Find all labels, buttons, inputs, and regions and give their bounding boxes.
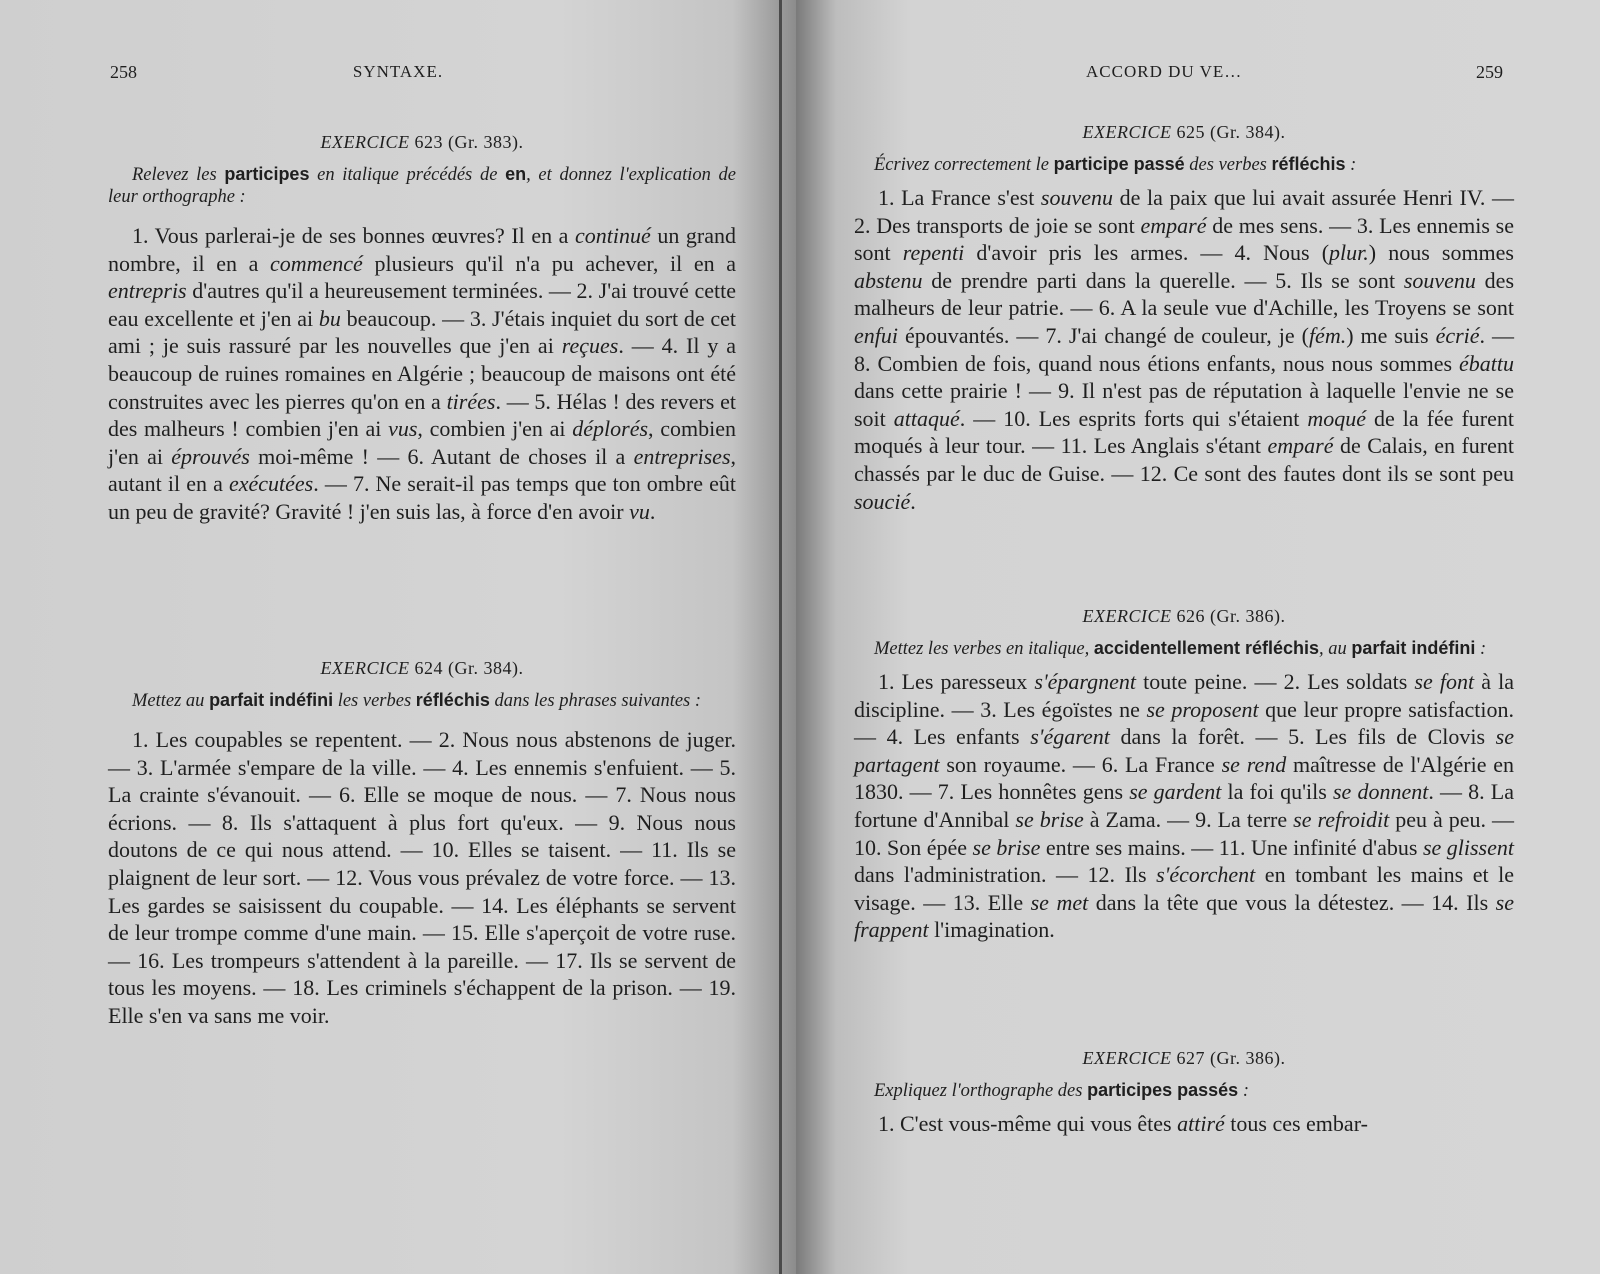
italic-text: , et donnez l'explication de leur orthographe : [108, 165, 736, 207]
text-run: que leur propre satisfaction. — 4. Les enfants [854, 696, 1515, 750]
italic-text: exécutées [228, 471, 314, 497]
text-run: 1. Les coupables se repentent. — 2. Nous nous abstenons de juger. — 3. L'armée s'empare de la ville. — 4. Les ennemis s'enfuient. — 5. La crainte s'évanouit. — 6. Elle se moque de nous. — 7. Nous nous écrions. — 8. Ils s'attaquent à plus fort qu'eux. — 9. Nous nous doutons de ce qui nous attend. — 10. Elles se taisent. — 11. Ils se plaignent de leur sort. — 12. Vous vous prévalez de votre force. — 13. Les gardes se saisissent du coupable. — 14. Les éléphants se servent de leur trompe comme d'une main. — 15. Elle s'aperçoit de votre ruse. — 16. Les trompeurs s'attendent à la pareille. — 17. Ils se servent de tous les moyens. — 18. Les criminels s'échappent de la prison. — 19. Elle s'en va sans me voir. [108, 727, 736, 1028]
text-run: de la fée furent moqués à leur tour. — 11. Les Anglais s'étant [854, 405, 1514, 459]
text-run: maîtresse de l'Algérie en 1830. — 7. Les honnêtes gens [854, 751, 1515, 805]
italic-text: fém. [1308, 322, 1347, 348]
text-run: , autant il en a [108, 443, 737, 497]
text-run: dans cette prairie ! — 9. Il n'est pas de réputation à laquelle l'envie ne se soit [854, 378, 1514, 431]
italic-text: se gardent [1129, 779, 1222, 805]
italic-text: reçues [561, 333, 619, 359]
italic-text: ébattu [1459, 350, 1514, 376]
exercise-label: EXERCICE [1082, 1048, 1172, 1068]
exercise-label: EXERCICE [320, 132, 410, 152]
text-run: . — 8. La fortune d'Annibal [854, 779, 1515, 832]
bold-text: participes [224, 164, 310, 184]
gutter-shadow [779, 0, 782, 1274]
italic-text: tirées [446, 388, 496, 414]
text-run: peu à peu. — 10. Son épée [854, 806, 1515, 860]
bold-text: participe passé [1053, 154, 1185, 174]
text-run: toute peine. — 2. Les soldats [1136, 669, 1415, 694]
exercise-624 [108, 658, 736, 1030]
italic-text: entreprises [633, 443, 731, 469]
text-run: . — 8. Combien de fois, quand nous étions enfants, nous nous sommes [854, 322, 1514, 376]
text-run: épouvantés. — 7. J'ai changé de couleur, je ( [898, 322, 1309, 348]
exercise-instructions [854, 1079, 1514, 1102]
exercise-626 [854, 606, 1514, 944]
italic-text: s'égarent [1030, 724, 1110, 750]
italic-text: se partagent [854, 724, 1514, 777]
bold-text: en [505, 164, 527, 184]
text-run: de Calais, en furent chassés par le duc de Guise. — 12. Ce sont des fautes dont ils se sont peu [854, 433, 1514, 486]
italic-text: , au [1319, 639, 1352, 659]
exercise-625 [854, 122, 1514, 515]
text-run: de mes sens. — 3. Les ennemis se sont [854, 212, 1514, 266]
bold-text: réfléchis [415, 690, 490, 710]
exercise-title [108, 132, 736, 153]
bold-text: participes passés [1087, 1080, 1239, 1100]
italic-text: repenti [902, 240, 965, 266]
text-run: . — 4. Il y a beaucoup de ruines romaines en Algérie ; beaucoup de maisons ont été construites avec les pierres qu'on en a [108, 333, 736, 414]
italic-text: en italique précédés de [309, 165, 506, 185]
text-run: dans l'administration. — 12. Ils [854, 862, 1157, 888]
exercise-ref: 626 (Gr. 386). [1176, 606, 1286, 626]
italic-text: souvenu [1403, 267, 1476, 293]
italic-text: Mettez au [132, 691, 210, 711]
text-run: de prendre parti dans la querelle. — 5. Ils se sont [922, 267, 1404, 293]
text-run: son royaume. — 6. La France [939, 751, 1222, 777]
italic-text: s'épargnent [1034, 669, 1137, 694]
italic-text: souvenu [1040, 185, 1114, 210]
text-run: beaucoup. — 3. J'étais inquiet du sort de cet ami ; je suis rassuré par les nouvelles que j'en ai [108, 305, 736, 359]
italic-text: se brise [1015, 806, 1084, 832]
page-number: 258 [110, 62, 137, 82]
italic-text: commencé [269, 250, 363, 276]
italic-text: moqué [1307, 405, 1367, 431]
italic-text: déplorés [572, 416, 649, 442]
text-run: . — 5. Hélas ! des revers et des malheurs ! combien j'en ai [108, 388, 736, 442]
exercise-627 [854, 1048, 1514, 1138]
text-run: ) me suis [1346, 322, 1436, 348]
text-run: 1. La France s'est [878, 185, 1041, 210]
text-run: 1. C'est vous-même qui vous êtes [878, 1111, 1178, 1136]
italic-text: plur. [1329, 240, 1369, 266]
text-run: d'avoir pris les armes. — 4. Nous ( [964, 240, 1330, 266]
italic-text: Mettez les verbes en italique, [874, 639, 1094, 659]
text-run: la foi qu'ils [1221, 779, 1333, 805]
running-head: SYNTAXE. [352, 62, 444, 81]
exercise-instructions [108, 163, 736, 208]
text-run: 1. Vous parlerai-je de ses bonnes œuvres? Il en a [132, 223, 576, 248]
italic-text: se donnent [1332, 779, 1429, 805]
italic-text: se font [1414, 669, 1475, 694]
text-run: d'autres qu'il a heureusement terminées. — 2. J'ai trouvé cette eau excellente et j'en ai [108, 278, 736, 331]
exercise-ref: 623 (Gr. 383). [414, 132, 524, 152]
italic-text: Relevez les [132, 165, 225, 185]
bold-text: accidentellement réfléchis [1093, 638, 1319, 658]
text-run: un grand nombre, il en a [108, 223, 737, 276]
text-run: dans la forêt. — 5. Les fils de Clovis [1109, 724, 1496, 750]
exercise-ref: 624 (Gr. 384). [414, 658, 524, 678]
text-run: . — 10. Les esprits forts qui s'étaient [959, 405, 1308, 431]
italic-text: bu [318, 305, 341, 331]
exercise-ref: 627 (Gr. 386). [1176, 1048, 1286, 1068]
italic-text: attiré [1177, 1111, 1225, 1136]
italic-text: vu [629, 498, 650, 524]
text-run: l'imagination. [928, 917, 1055, 943]
exercise-label: EXERCICE [1082, 606, 1172, 626]
left-page [0, 0, 796, 1274]
exercise-title [854, 1048, 1514, 1069]
exercise-instructions [108, 689, 736, 712]
italic-text: se met [1030, 889, 1089, 915]
italic-text: se rend [1221, 751, 1287, 777]
italic-text: s'écorchent [1156, 862, 1256, 888]
text-run: de la paix que lui avait assurée Henri IV. — 2. Des transports de joie se sont [854, 185, 1514, 238]
right-page [796, 0, 1600, 1274]
italic-text: se brise [972, 834, 1041, 860]
bold-text: parfait indéfini [209, 690, 334, 710]
text-run: , combien j'en ai [108, 416, 736, 469]
text-run: entre ses mains. — 11. Une infinité d'abus [1040, 834, 1423, 860]
italic-text: écrié [1435, 322, 1480, 348]
italic-text: se refroidit [1293, 806, 1390, 832]
italic-text: emparé [1140, 212, 1207, 238]
exercise-text [108, 222, 736, 526]
text-run: en tombant les mains et le visage. — 13. Elle [854, 862, 1515, 915]
exercise-title [854, 606, 1514, 627]
italic-text: Écrivez correctement le [874, 155, 1054, 175]
italic-text: se glissent [1422, 834, 1514, 860]
italic-text: vus [388, 416, 418, 442]
italic-text: : [1475, 639, 1487, 659]
text-run: dans la tête que vous la détestez. — 14. Ils [1088, 889, 1496, 915]
italic-text: les verbes [333, 691, 416, 711]
italic-text: éprouvés [171, 443, 250, 469]
text-run: à Zama. — 9. La terre [1083, 806, 1294, 832]
exercise-instructions [854, 637, 1514, 660]
text-run: ) nous sommes [1368, 240, 1514, 266]
italic-text: abstenu [854, 267, 923, 293]
italic-text: se frappent [854, 889, 1514, 943]
text-run: plusieurs qu'il n'a pu achever, il en a [362, 250, 736, 276]
exercise-text [854, 668, 1514, 944]
italic-text: emparé [1267, 433, 1334, 459]
text-run: tous ces embar- [1224, 1111, 1368, 1136]
bold-text: parfait indéfini [1351, 638, 1476, 658]
italic-text: dans les phrases suivantes : [489, 691, 702, 711]
exercise-label: EXERCICE [320, 658, 410, 678]
bold-text: réfléchis [1271, 154, 1346, 174]
exercise-text [108, 726, 736, 1030]
italic-text: : [1345, 155, 1357, 175]
text-run: 1. Les paresseux [878, 669, 1035, 694]
italic-text: Expliquez l'orthographe des [874, 1081, 1088, 1101]
italic-text: des verbes [1184, 155, 1272, 175]
italic-text: enfui [854, 322, 898, 348]
exercise-instructions [854, 153, 1514, 176]
text-run: à la discipline. — 3. Les égoïstes ne [854, 669, 1514, 722]
text-run: . — 7. Ne serait-il pas temps que ton ombre eût un peu de gravité? Gravité ! j'en suis las, à force d'en avoir [108, 471, 736, 524]
page-number: 259 [1476, 62, 1503, 82]
text-run: des malheurs de leur patrie. — 6. A la seule vue d'Achille, les Troyens se sont [854, 267, 1515, 321]
exercise-text [854, 1110, 1514, 1138]
exercise-623 [108, 132, 736, 526]
italic-text: : [1238, 1081, 1249, 1101]
text-run: , combien j'en ai [417, 416, 573, 442]
running-head: ACCORD DU VE… [1086, 62, 1243, 81]
exercise-label: EXERCICE [1082, 122, 1172, 142]
text-run: moi-même ! — 6. Autant de choses il a [249, 443, 634, 469]
text-run: . [649, 498, 656, 524]
exercise-ref: 625 (Gr. 384). [1176, 122, 1286, 142]
italic-text: attaqué [893, 405, 960, 431]
italic-text: entrepris [108, 278, 187, 304]
exercise-text [854, 184, 1514, 515]
italic-text: soucié [854, 488, 911, 514]
italic-text: se proposent [1146, 696, 1259, 722]
italic-text: continué [575, 223, 651, 248]
exercise-title [854, 122, 1514, 143]
exercise-title [108, 658, 736, 679]
text-run: . [910, 488, 916, 514]
